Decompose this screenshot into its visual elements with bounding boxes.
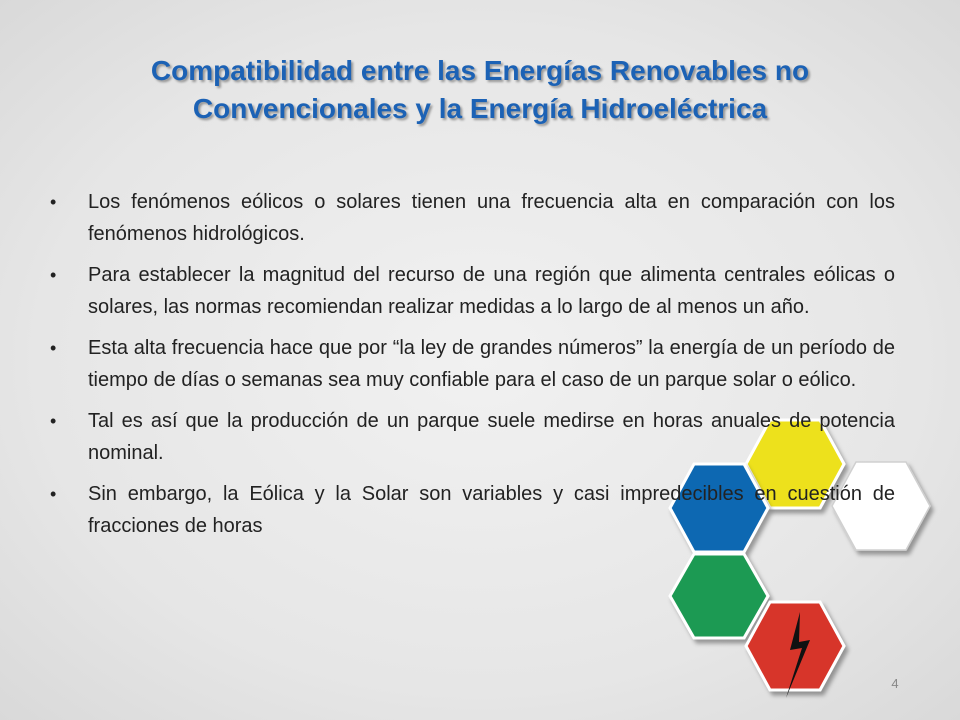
bullet-marker: • <box>50 338 57 358</box>
list-item <box>50 405 895 469</box>
list-item <box>50 478 895 542</box>
bullet-marker: • <box>50 192 57 212</box>
bullet-marker: • <box>50 265 57 285</box>
bullet-text: Sin embargo, la Eólica y la Solar son variables y casi impredecibles en cuestión de fracciones de horas <box>88 483 895 537</box>
bullet-text: Los fenómenos eólicos o solares tienen una frecuencia alta en comparación con los fenómenos hidrológicos. <box>88 191 895 245</box>
slide-title <box>60 52 900 128</box>
slide-title-line-1: Compatibilidad entre las Energías Renovables no <box>150 55 810 86</box>
hexagon-green <box>670 554 768 638</box>
bullet-text: Esta alta frecuencia hace que por “la ley de grandes números” la energía de un período de tiempo de días o semanas sea muy confiable para el caso de un parque solar o eólico. <box>88 337 895 391</box>
list-item <box>50 259 895 323</box>
bullet-list <box>50 186 895 551</box>
list-item <box>50 332 895 396</box>
bullet-text: Tal es así que la producción de un parque suele medirse en horas anuales de potencia nominal. <box>88 410 895 464</box>
bullet-text: Para establecer la magnitud del recurso de una región que alimenta centrales eólicas o solares, las normas recomiendan realizar medidas a lo largo de al menos un año. <box>88 264 895 318</box>
list-item <box>50 186 895 250</box>
page-number: 4 <box>891 676 899 691</box>
bullet-marker: • <box>50 411 57 431</box>
slide-title-line-2: Convencionales y la Energía Hidroeléctrica <box>192 93 768 124</box>
bullet-marker: • <box>50 484 57 504</box>
